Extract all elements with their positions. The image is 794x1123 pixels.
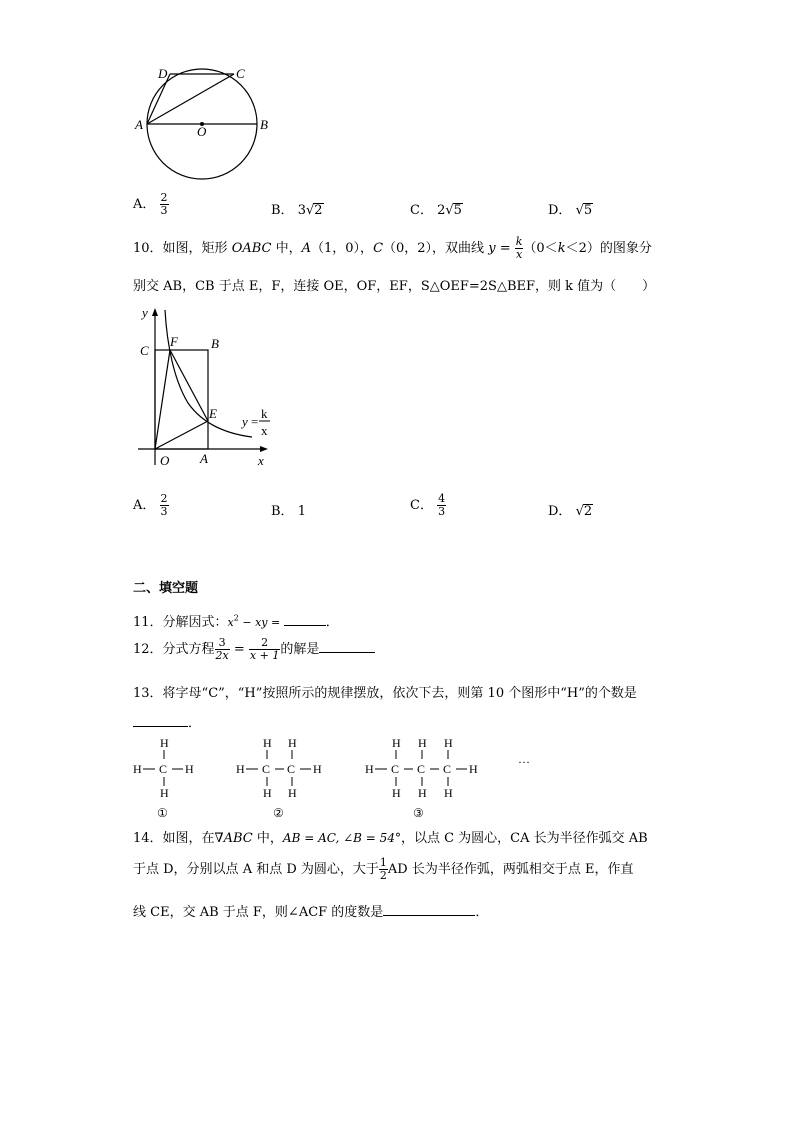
q10-point-c: C — [373, 241, 384, 256]
q10-option-c — [410, 493, 446, 518]
q9-option-c — [410, 199, 463, 218]
q10-x-axis-arrow-icon — [260, 446, 268, 452]
q14-text-l2b: AD 长为半径作弧，两弧相交于点 E，作直 — [387, 862, 634, 877]
q10-curve-y: y — [242, 414, 248, 429]
q11-expr-sup: 2 — [233, 613, 239, 623]
q12-f2-num: 2 — [249, 637, 280, 650]
q10-text-a: 10．如图，矩形 — [133, 241, 232, 256]
q13-label-2: ② — [273, 806, 284, 820]
q13-s1-h-left: H — [133, 762, 142, 776]
q10-frac-k: k — [515, 235, 523, 248]
q14-text-c: ，以点 C 为圆心，CA 长为半径作弧交 AB — [400, 831, 648, 846]
q14-answer-blank[interactable] — [383, 915, 475, 916]
q11-line — [133, 611, 339, 630]
q14-text-a: 14．如图，在 — [133, 831, 215, 846]
q14-line3 — [133, 901, 488, 920]
q9-option-c-rad: 5 — [453, 203, 462, 218]
q13-s3-h-top1: H — [392, 736, 401, 750]
q14-text-b: 中， — [252, 831, 283, 846]
q10-option-a-num: 2 — [160, 492, 168, 505]
q10-curve-eq: = — [251, 414, 259, 429]
q9-option-d-sqrt-icon: √ — [575, 203, 584, 218]
q10-text-i: ＜2）的图象分 — [565, 241, 652, 256]
q13-label-1: ① — [157, 806, 168, 820]
q11-expr-x: x — [227, 616, 234, 629]
section-title-fill-in: 二、填空题 — [133, 581, 199, 596]
q10-label-c: C — [140, 343, 149, 358]
q9-label-O: O — [197, 124, 207, 139]
q10-label-y: y — [142, 305, 148, 320]
q9-option-d-rad: 5 — [583, 203, 593, 218]
q13-s2-h-left: H — [236, 762, 245, 776]
q10-line2: 别交 AB，CB 于点 E，F，连接 OE，OF，EF，S△OEF=2S△BEF，则 k 值为（ ） — [133, 279, 656, 294]
q9-label-D: D — [158, 66, 168, 81]
q13-line1: 13．将字母“C”，“H”按照所示的规律摆放，依次下去，则第 10 个图形中“H”的个数是 — [133, 686, 637, 701]
q13-s3-c1: C — [391, 762, 400, 776]
q9-option-c-coef: 2 — [437, 203, 446, 218]
q10-option-d-letter: D． — [548, 504, 572, 519]
q10-text-h: （0＜ — [523, 241, 558, 256]
q9-option-b — [271, 199, 324, 218]
q10-y: y — [488, 241, 496, 256]
q10-text-g: （0，2），双曲线 — [383, 241, 489, 256]
q10-option-b — [271, 500, 306, 519]
q10-option-c-letter: C． — [410, 498, 433, 513]
q12-f1-den: 2x — [215, 649, 229, 662]
q10-text-c: 中， — [271, 241, 302, 256]
q10-rect-name: OABC — [231, 241, 272, 256]
q9-option-a-fraction — [160, 192, 169, 217]
q12-fraction-1 — [215, 637, 230, 662]
q9-option-b-coef: 3 — [297, 203, 306, 218]
q14-line1 — [133, 827, 648, 846]
q9-label-B: B — [260, 117, 268, 132]
q13-s3-c3: C — [443, 762, 452, 776]
q13-label-3: ③ — [413, 806, 424, 820]
q10-label-f: F — [170, 334, 178, 349]
q14-frac-num: 1 — [379, 856, 387, 869]
q10-label-x: x — [258, 453, 264, 468]
q10-segment-ef — [170, 350, 208, 421]
q13-s2-h-top1: H — [263, 736, 272, 750]
q10-option-a-fraction — [160, 493, 169, 518]
q13-structure-2 — [236, 736, 322, 820]
q13-s3-h-right: H — [469, 762, 478, 776]
q12-answer-blank[interactable] — [319, 652, 375, 653]
q10-k: k — [557, 241, 566, 256]
q13-s1-h-bottom: H — [160, 786, 169, 800]
q13-s3-h-top3: H — [444, 736, 453, 750]
q9-option-a-den: 3 — [160, 204, 168, 217]
q14-triangle: ∇ABC — [214, 831, 253, 846]
q9-option-a-letter: A． — [133, 197, 156, 212]
q10-y-axis-arrow-icon — [152, 308, 158, 316]
q12-line — [133, 637, 375, 662]
q13-s3-h-bot1: H — [392, 786, 401, 800]
q10-option-d-rad: 2 — [583, 504, 593, 519]
q13-s3-h-left: H — [365, 762, 374, 776]
q13-suffix: ． — [188, 716, 202, 731]
q14-text-l3b: ． — [475, 905, 489, 920]
q10-option-a — [133, 493, 169, 518]
q13-s1-h-right: H — [185, 762, 194, 776]
q9-option-b-rad: 2 — [314, 203, 323, 218]
q14-line2 — [133, 857, 633, 882]
q14-frac-den: 2 — [379, 869, 387, 882]
q10-label-a: A — [200, 451, 208, 466]
q12-f1-num: 3 — [215, 637, 230, 650]
q9-option-c-letter: C． — [410, 203, 433, 218]
q12-suffix: 的解是 — [280, 642, 320, 657]
q13-structures-figure — [128, 732, 548, 822]
q13-s2-h-right: H — [313, 762, 322, 776]
q13-structure-3 — [365, 736, 478, 820]
q10-point-a: A — [301, 241, 312, 256]
q10-segment-of — [155, 350, 170, 449]
q9-option-b-letter: B． — [271, 203, 294, 218]
q10-option-c-num: 4 — [438, 492, 446, 505]
q11-prefix: 11．分解因式： — [133, 615, 228, 630]
q14-text-l3a: 线 CE，交 AB 于点 F，则∠ACF 的度数是 — [133, 905, 384, 920]
q13-s3-h-bot3: H — [444, 786, 453, 800]
q14-text-l2a: 于点 D，分别以点 A 和点 D 为圆心，大于 — [133, 862, 379, 877]
q13-s2-h-bot2: H — [288, 786, 297, 800]
q12-fraction-2 — [249, 637, 280, 662]
q10-label-e: E — [209, 406, 217, 421]
q10-option-b-letter: B． — [271, 504, 294, 519]
q14-half-fraction — [379, 857, 388, 882]
q13-s3-c2: C — [417, 762, 426, 776]
q9-option-b-sqrt-icon: √ — [305, 203, 315, 218]
q12-prefix: 12．分式方程 — [133, 642, 215, 657]
q11-suffix: ． — [325, 615, 339, 630]
q10-option-d — [548, 500, 593, 519]
q9-circle-figure — [130, 60, 280, 185]
q10-curve-k: k — [261, 406, 268, 421]
q13-s1-c: C — [159, 762, 168, 776]
q10-frac-x: x — [515, 248, 523, 261]
q12-eq: = — [229, 642, 249, 657]
q10-segment-oe — [155, 421, 208, 449]
q9-option-d — [548, 199, 593, 218]
q9-label-C: C — [236, 66, 245, 81]
q13-s3-h-bot2: H — [418, 786, 427, 800]
q9-option-a-num: 2 — [160, 191, 168, 204]
q10-curve-x: x — [261, 423, 268, 438]
q11-answer-blank[interactable] — [284, 625, 326, 626]
q10-eq: = — [495, 241, 515, 256]
q10-option-a-den: 3 — [160, 505, 168, 518]
q13-s2-h-top2: H — [288, 736, 297, 750]
q10-option-a-letter: A． — [133, 498, 156, 513]
q9-chord-AC — [147, 74, 234, 124]
q10-label-o: O — [160, 453, 170, 468]
q10-hyperbola-figure — [130, 305, 280, 475]
q10-option-c-fraction — [437, 493, 446, 518]
q10-text-e: （1，0）， — [311, 241, 374, 256]
q13-s2-h-bot1: H — [263, 786, 272, 800]
q13-s1-h-top: H — [160, 736, 169, 750]
q10-option-c-den: 3 — [438, 505, 446, 518]
q9-chord-AD — [147, 74, 170, 124]
q12-f2-den: x + 1 — [249, 649, 280, 662]
q13-s2-c2: C — [287, 762, 296, 776]
q10-label-b: B — [211, 336, 219, 351]
q14-condition: AB = AC, ∠B = 54° — [282, 831, 401, 845]
q13-s3-h-top2: H — [418, 736, 427, 750]
q9-option-a — [133, 192, 169, 217]
q10-option-b-value: 1 — [297, 504, 306, 519]
q10-option-d-sqrt-icon: √ — [575, 504, 584, 519]
q9-option-d-letter: D． — [548, 203, 572, 218]
q13-ellipsis: ··· — [518, 755, 530, 769]
q9-option-c-sqrt-icon: √ — [445, 203, 454, 218]
q11-expr-rest: − xy = — [238, 616, 284, 629]
q13-answer-blank[interactable] — [133, 726, 188, 727]
q13-line2 — [133, 712, 201, 731]
q13-structure-1 — [133, 736, 194, 820]
q10-line1 — [133, 236, 652, 261]
q9-label-A: A — [135, 117, 143, 132]
q13-s2-c1: C — [262, 762, 271, 776]
